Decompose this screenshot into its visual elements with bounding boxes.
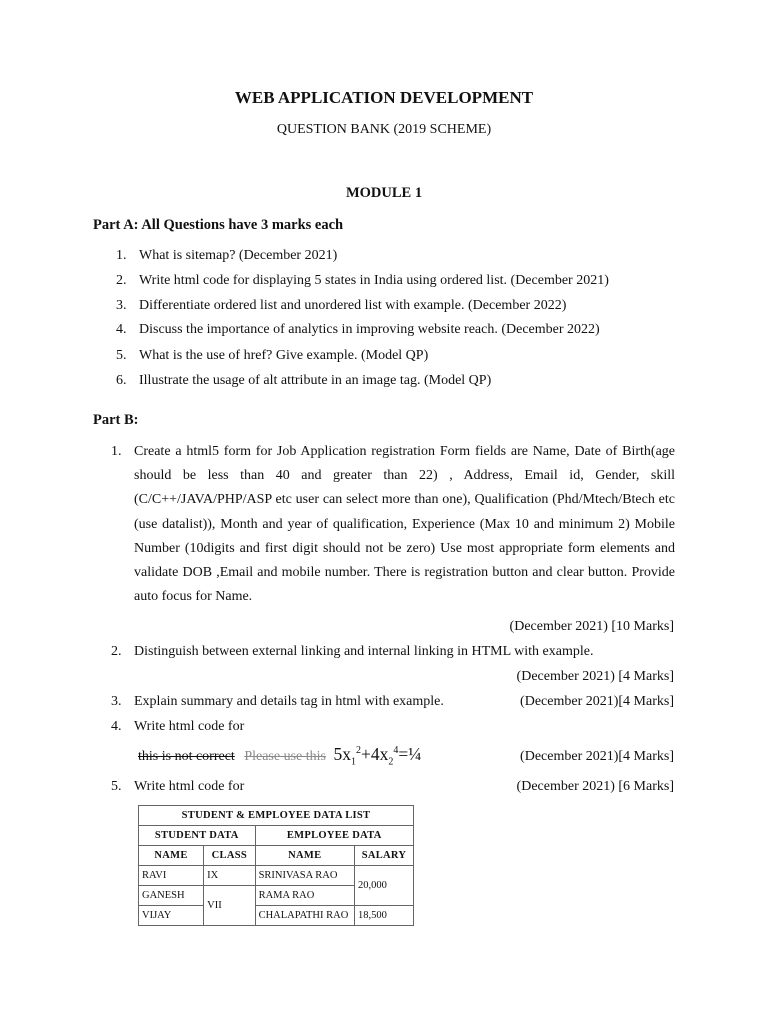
table-cell: VIJAY [139, 906, 204, 926]
student-employee-table [138, 805, 414, 926]
part-a-question [116, 373, 491, 389]
question-text: What is the use of href? Give example. (Model QP) [139, 348, 429, 363]
question-number: 2. [116, 273, 127, 288]
struck-note: this is not correct [138, 749, 235, 764]
table-row [139, 866, 414, 886]
part-b-question-4-text: Write html code for [134, 719, 245, 734]
question-tag: (December 2021) [6 Marks] [516, 779, 674, 794]
struck-note-grey: Please use this [244, 749, 326, 764]
question-number: 4. [111, 719, 122, 734]
part-b-question-5-text: Write html code for [134, 779, 245, 794]
question-number: 1. [116, 248, 127, 263]
question-number: 5. [111, 779, 122, 794]
question-number: 5. [116, 348, 127, 363]
table-group-student: STUDENT DATA [139, 826, 256, 846]
part-b-question-2-text: Distinguish between external linking and internal linking in HTML with example. [134, 644, 594, 659]
question-text: Write html code for displaying 5 states in India using ordered list. (December 2021) [139, 273, 609, 288]
question-text: What is sitemap? (December 2021) [139, 248, 338, 263]
table-cell: RAMA RAO [255, 886, 354, 906]
module-heading: MODULE 1 [345, 185, 423, 201]
question-text: Discuss the importance of analytics in improving website reach. (December 2022) [139, 322, 600, 337]
table-header-name: NAME [139, 846, 204, 866]
question-tag: (December 2021)[4 Marks] [520, 694, 674, 709]
question-tag: (December 2021) [10 Marks] [509, 619, 674, 634]
part-a-question [116, 348, 428, 364]
question-number: 6. [116, 373, 127, 388]
document-title: WEB APPLICATION DEVELOPMENT [234, 88, 534, 107]
question-number: 3. [116, 298, 127, 313]
question-number: 2. [111, 644, 122, 659]
part-a-question [116, 322, 600, 338]
question-tag: (December 2021)[4 Marks] [520, 749, 674, 764]
table-cell: GANESH [139, 886, 204, 906]
table-header-class: CLASS [204, 846, 255, 866]
part-b-question-1-text: Create a html5 form for Job Application registration Form fields are Name, Date of Birth(age should be less than 40 and greater than 22) , Address, Email id, Gender, skill (C/C++/JAVA/PHP/ASP etc user can select more than one), Qualification (Phd/Mtech/Btech etc (use datalist)), Month and year of qualification, Experience (Max 10 and minimum 2) Mobile Number (10digits and first digit should not be zero) Use most appropriate form elements and validate DOB ,Email and mobile number. There is registration button and clear button. Provide auto focus for Name. [134, 444, 675, 605]
part-b-question-3-text: Explain summary and details tag in html with example. [134, 694, 444, 709]
table-cell: IX [204, 866, 255, 886]
question-tag: (December 2021) [4 Marks] [516, 669, 674, 684]
table-cell: 18,500 [354, 906, 413, 926]
part-a-question [116, 273, 609, 289]
table-cell-merged-class: VII [204, 886, 255, 926]
part-a-question [116, 248, 337, 264]
part-b-heading: Part B: [93, 412, 139, 428]
table-cell-merged-salary: 20,000 [354, 866, 413, 906]
math-formula: $5x_1^2+4x_2^4=\frac{1}{4}$ [333, 744, 422, 768]
table-header-emp-name: NAME [255, 846, 354, 866]
question-text: Differentiate ordered list and unordered list with example. (December 2022) [139, 298, 567, 313]
part-a-heading: Part A: All Questions have 3 marks each [93, 217, 344, 233]
table-row [139, 906, 414, 926]
question-number: 4. [116, 322, 127, 337]
part-a-question [116, 298, 566, 314]
table-cell: CHALAPATHI RAO [255, 906, 354, 926]
question-number: 3. [111, 694, 122, 709]
table-header-salary: SALARY [354, 846, 413, 866]
formula-line [138, 744, 421, 768]
question-number: 1. [111, 444, 122, 459]
document-subtitle: QUESTION BANK (2019 SCHEME) [276, 122, 492, 137]
question-text: Illustrate the usage of alt attribute in an image tag. (Model QP) [139, 373, 492, 388]
table-group-employee: EMPLOYEE DATA [255, 826, 413, 846]
table-cell: SRINIVASA RAO [255, 866, 354, 886]
table-title: STUDENT & EMPLOYEE DATA LIST [139, 806, 414, 826]
table-cell: RAVI [139, 866, 204, 886]
